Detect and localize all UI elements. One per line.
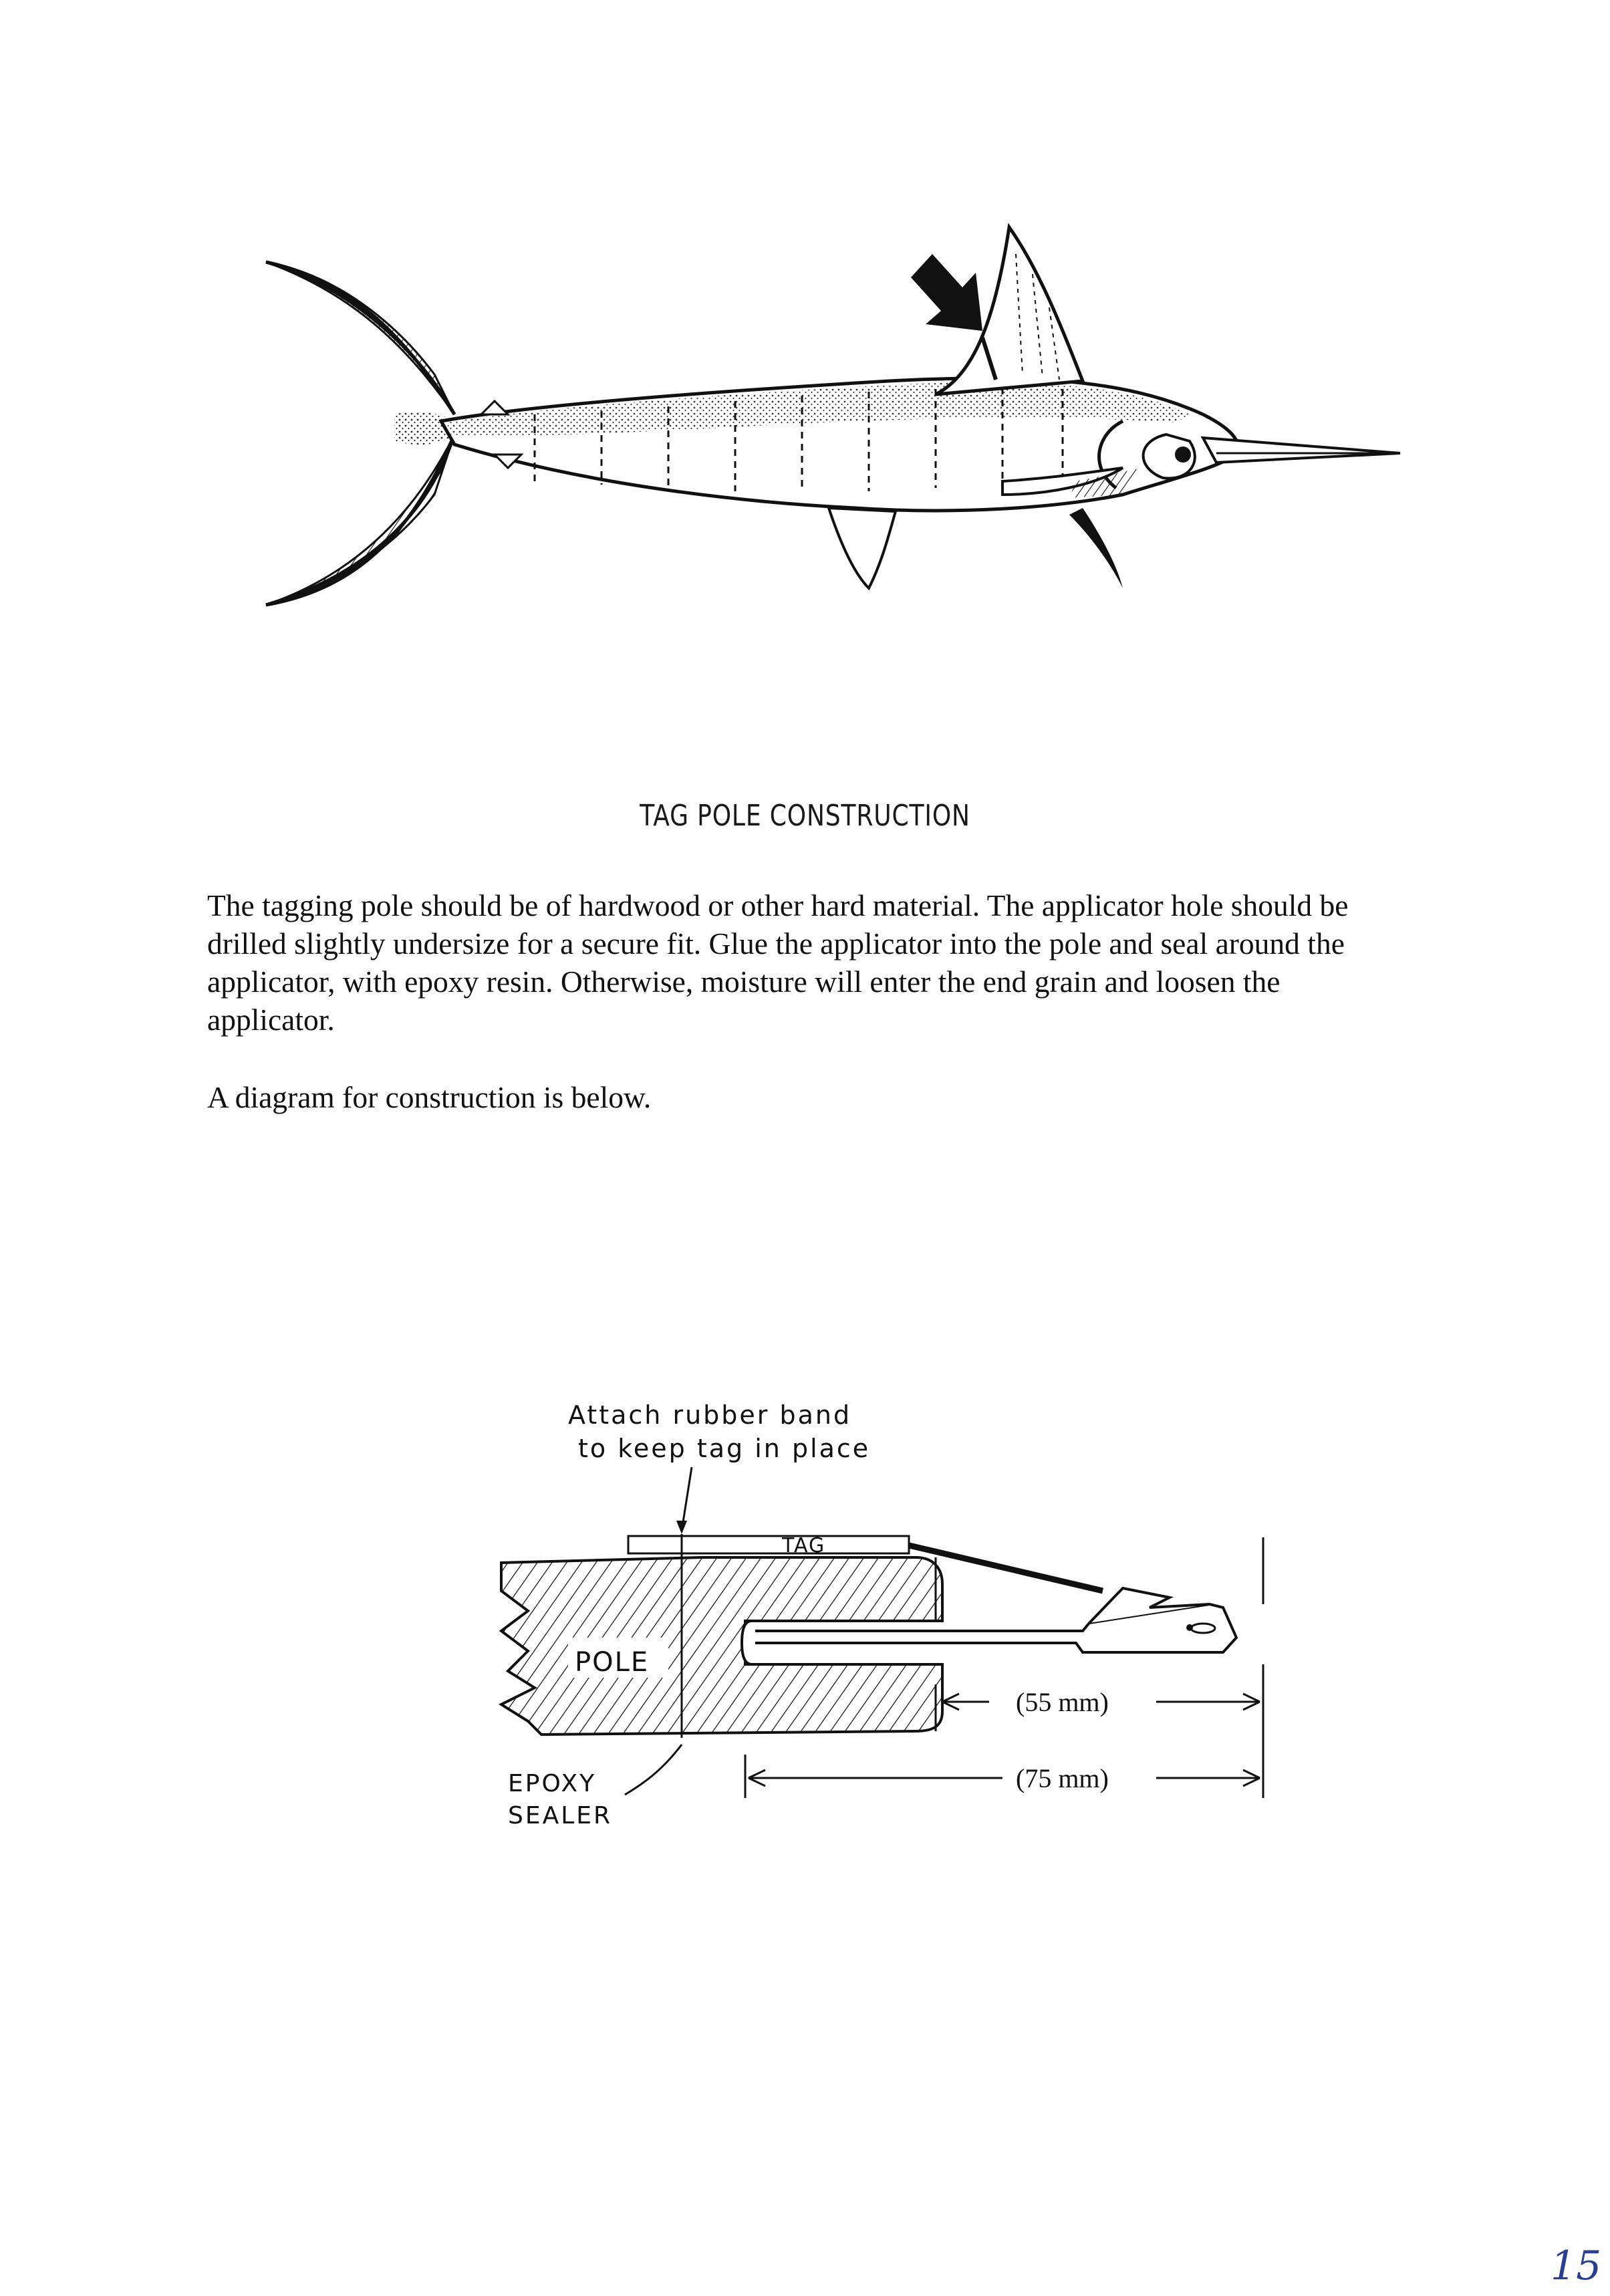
pole-label: POLE <box>575 1647 650 1678</box>
paragraph-diagram-intro: A diagram for construction is below. <box>207 1080 652 1114</box>
tag-label: TAG <box>782 1534 826 1557</box>
rubber-band-note-line1: Attach rubber band <box>568 1400 852 1430</box>
measure-55mm: (55 mm) <box>1016 1687 1109 1717</box>
page-heading: TAG POLE CONSTRUCTION <box>640 799 970 833</box>
rubber-band-note-line2: to keep tag in place <box>578 1434 871 1463</box>
marlin-illustration <box>254 214 1403 628</box>
tag-pole-diagram <box>481 1390 1323 1845</box>
epoxy-label-line2: SEALER <box>508 1802 613 1829</box>
epoxy-label-line1: EPOXY <box>508 1770 597 1797</box>
page-number: 15 <box>1551 2243 1602 2289</box>
measure-75mm: (75 mm) <box>1016 1763 1109 1793</box>
paragraph-construction: The tagging pole should be of hardwood or other hard material. The applicator hole should be drilled slightly undersize for a secure fit. Glue the applicator into the pole and seal around the applicator, with epoxy resin. Otherwise, moisture will enter the end grain and loosen the applicator. <box>207 888 1349 1037</box>
